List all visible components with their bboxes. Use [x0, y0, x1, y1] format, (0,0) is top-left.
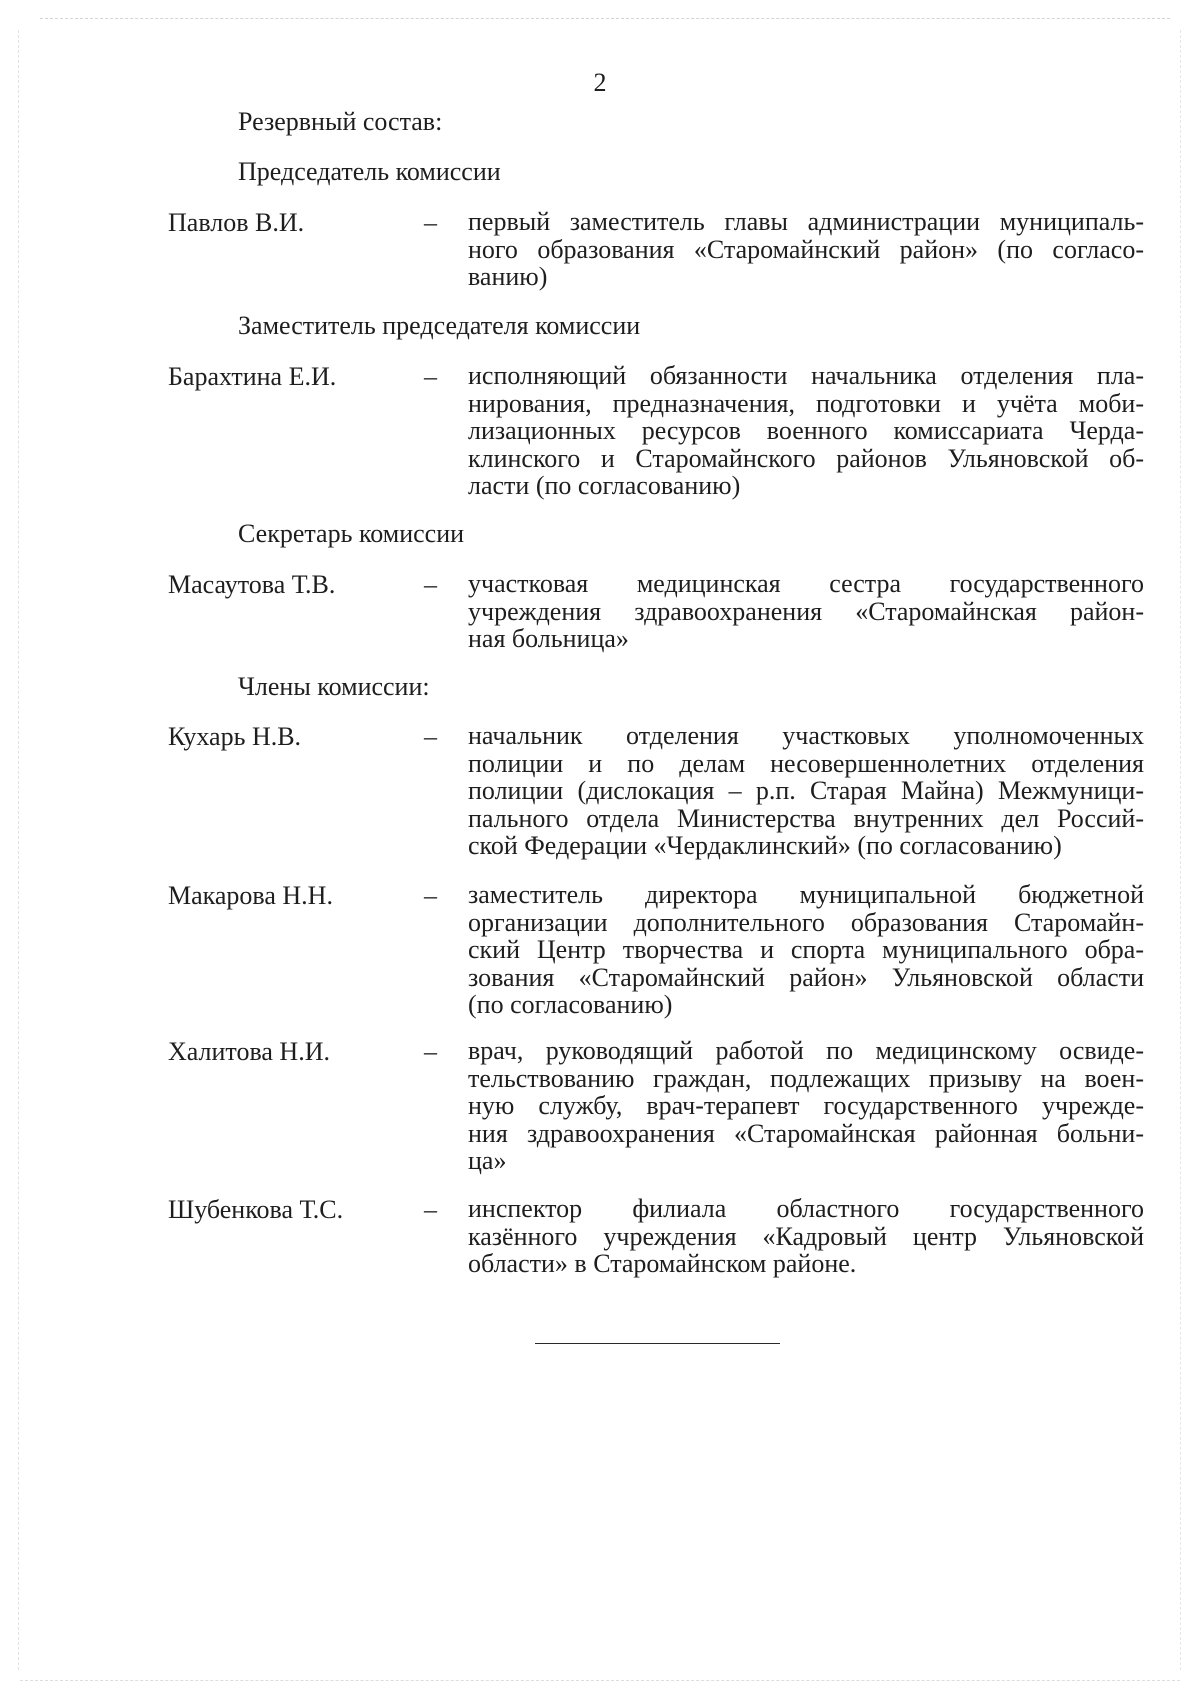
member-role [468, 1037, 1144, 1175]
member-role [468, 1195, 1144, 1278]
member-role [468, 722, 1144, 860]
scan-border-right [1180, 30, 1181, 1670]
role-line: тельствованию граждан, подлежащих призыву на воен- [468, 1063, 1144, 1093]
member-name: Масаутова Т.В. [168, 570, 336, 599]
role-line: исполняющий обязанности начальника отделения пла- [468, 361, 1144, 390]
scan-border-bottom [20, 1680, 1180, 1681]
role-line: ного образования «Старомайнский район» (по согласо- [468, 234, 1144, 264]
member-name: Макарова Н.Н. [168, 881, 333, 910]
member-dash: – [424, 881, 437, 910]
member-name: Кухарь Н.В. [168, 722, 302, 751]
role-line: (по согласованию) [468, 990, 673, 1019]
scan-border-top [40, 18, 1170, 19]
role-line: начальник отделения участковых уполномоченных [468, 721, 1144, 750]
member-dash: – [424, 570, 437, 599]
role-line: первый заместитель главы администрации муниципаль- [468, 207, 1144, 236]
role-line: полиции и по делам несовершеннолетних отделения [468, 748, 1144, 778]
member-dash: – [424, 722, 437, 751]
role-line: полиции (дислокация – р.п. Старая Майна) Межмуници- [468, 776, 1144, 805]
role-line: ской Федерации «Чердаклинский» (по согласованию) [468, 831, 1062, 860]
member-role [468, 570, 1144, 653]
role-line: ласти (по согласованию) [468, 471, 741, 500]
role-line: учреждения здравоохранения «Старомайнская район- [468, 596, 1144, 626]
section-heading-members: Члены комиссии: [238, 672, 430, 701]
closing-rule [535, 1343, 780, 1344]
role-line: ца» [468, 1146, 507, 1175]
page-number: 2 [593, 68, 607, 97]
member-dash: – [424, 1195, 437, 1224]
role-line: казённого учреждения «Кадровый центр Ульяновской [468, 1221, 1144, 1251]
member-role [468, 881, 1144, 1019]
role-line: ная больница» [468, 624, 629, 653]
member-dash: – [424, 208, 437, 237]
role-line: области» в Старомайнском районе. [468, 1249, 857, 1278]
member-dash: – [424, 1037, 437, 1066]
role-line: ский Центр творчества и спорта муниципального обра- [468, 935, 1144, 964]
section-heading-chairman: Председатель комиссии [238, 157, 501, 186]
member-name: Барахтина Е.И. [168, 362, 337, 391]
role-line: ную службу, врач-терапевт государственного учрежде- [468, 1091, 1144, 1120]
role-line: ния здравоохранения «Старомайнская районная больни- [468, 1118, 1144, 1148]
member-role [468, 208, 1144, 291]
scan-border-left [18, 30, 19, 1670]
member-dash: – [424, 362, 437, 391]
member-name: Шубенкова Т.С. [168, 1195, 344, 1224]
member-role [468, 362, 1144, 500]
role-line: пального отдела Министерства внутренних дел Россий- [468, 803, 1144, 833]
role-line: заместитель директора муниципальной бюджетной [468, 880, 1144, 909]
role-line: организации дополнительного образования Старомайн- [468, 907, 1144, 937]
member-name: Павлов В.И. [168, 208, 305, 237]
role-line: зования «Старомайнский район» Ульяновской области [468, 962, 1144, 992]
section-heading-deputy: Заместитель председателя комиссии [238, 311, 641, 340]
role-line: врач, руководящий работой по медицинскому освиде- [468, 1036, 1144, 1065]
role-line: нирования, предназначения, подготовки и учёта моби- [468, 388, 1144, 418]
role-line: лизационных ресурсов военного комиссариата Черда- [468, 416, 1144, 445]
role-line: инспектор филиала областного государственного [468, 1194, 1144, 1223]
role-line: клинского и Старомайнского районов Ульяновской об- [468, 443, 1144, 473]
member-name: Халитова Н.И. [168, 1037, 330, 1066]
role-line: участковая медицинская сестра государственного [468, 569, 1144, 598]
role-line: ванию) [468, 262, 548, 291]
reserve-heading: Резервный состав: [238, 107, 443, 136]
section-heading-secretary: Секретарь комиссии [238, 519, 465, 548]
